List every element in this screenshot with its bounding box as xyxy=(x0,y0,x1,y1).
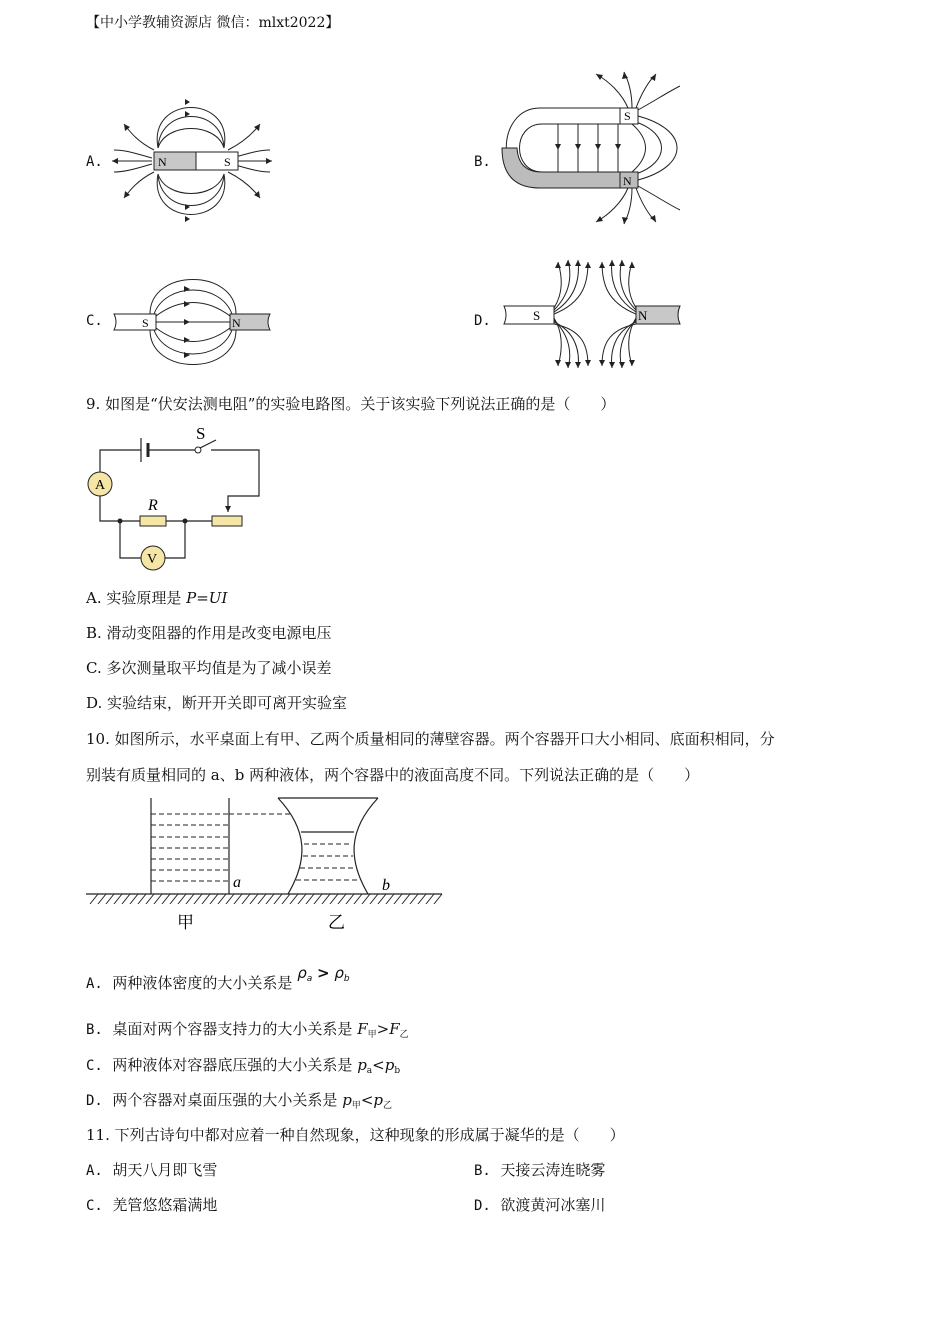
q10-option-b[interactable]: B. 桌面对两个容器支持力的大小关系是 $F_甲>F_乙$ xyxy=(86,1020,409,1040)
q9-option-c[interactable]: C. 多次测量取平均值是为了减小误差 xyxy=(86,659,332,677)
voltammetry-circuit-diagram xyxy=(86,420,266,575)
container-jia-label: 甲 xyxy=(177,913,194,932)
q11-option-a[interactable]: A. 胡天八月即飞雪 xyxy=(86,1161,218,1179)
s-n-repel-field-diagram xyxy=(500,252,690,377)
q11-stem: 11. 下列古诗句中都对应着一种自然现象，这种现象的形成属于凝华的是（ ） xyxy=(86,1126,625,1144)
q8-option-b-label[interactable]: B. xyxy=(474,154,491,170)
d-magnet-n-pole-label: N xyxy=(638,308,648,323)
q8-option-a-label[interactable]: A. xyxy=(86,154,103,170)
q8-option-c-label[interactable]: C. xyxy=(86,313,103,329)
s-n-magnets-field-diagram xyxy=(110,262,280,377)
q10-stem-line2: 别装有质量相同的 a、b 两种液体，两个容器中的液面高度不同。下列说法正确的是（ ） xyxy=(86,766,700,784)
resistor-label: R xyxy=(148,497,158,514)
q10-option-c[interactable]: C. 两种液体对容器底压强的大小关系是 $p_a<p_b$ xyxy=(86,1056,401,1076)
container-yi-label: 乙 xyxy=(328,913,345,932)
liquid-b-label: b xyxy=(382,877,390,894)
q9-option-b[interactable]: B. 滑动变阻器的作用是改变电源电压 xyxy=(86,624,332,642)
watermark-header: 【中小学教辅资源店 微信：mlxt2022】 xyxy=(86,15,340,31)
q10-option-a[interactable]: A. 两种液体密度的大小关系是 $\rho_a > \rho_b$ xyxy=(86,964,350,992)
switch-label: S xyxy=(196,424,206,443)
d-magnet-s-pole-label: S xyxy=(533,308,541,323)
q10-option-d[interactable]: D. 两个容器对桌面压强的大小关系是 $p_甲<p_乙$ xyxy=(86,1091,393,1111)
u-magnet-field-diagram xyxy=(500,70,700,225)
q9-option-d[interactable]: D. 实验结束，断开开关即可离开实验室 xyxy=(86,694,348,712)
q9-option-a[interactable]: A. 实验原理是 P=UI xyxy=(86,589,228,607)
ammeter-label: A xyxy=(95,478,106,493)
liquid-a-label: a xyxy=(233,874,241,891)
q10-stem-line1: 10. 如图所示，水平桌面上有甲、乙两个质量相同的薄壁容器。两个容器开口大小相同、底面积相同，分 xyxy=(86,730,775,748)
voltmeter-label: V xyxy=(147,552,158,567)
u-magnet-n-pole-label: N xyxy=(623,174,632,188)
bar-magnet-field-diagram xyxy=(108,92,278,227)
q8-option-d-label[interactable]: D. xyxy=(474,313,491,329)
bar-magnet-s-pole-label: S xyxy=(224,155,231,169)
q11-option-c[interactable]: C. 羌管悠悠霜满地 xyxy=(86,1196,218,1214)
q9-stem: 9. 如图是“伏安法测电阻”的实验电路图。关于该实验下列说法正确的是（ ） xyxy=(86,395,616,413)
c-magnet-s-pole-label: S xyxy=(142,316,149,330)
bar-magnet-n-pole-label: N xyxy=(158,155,167,169)
c-magnet-n-pole-label: N xyxy=(232,316,241,330)
containers-figure xyxy=(86,790,446,935)
q11-option-b[interactable]: B. 天接云涛连晓雾 xyxy=(474,1161,606,1179)
q11-option-d[interactable]: D. 欲渡黄河冰塞川 xyxy=(474,1196,606,1214)
u-magnet-s-pole-label: S xyxy=(624,109,631,123)
